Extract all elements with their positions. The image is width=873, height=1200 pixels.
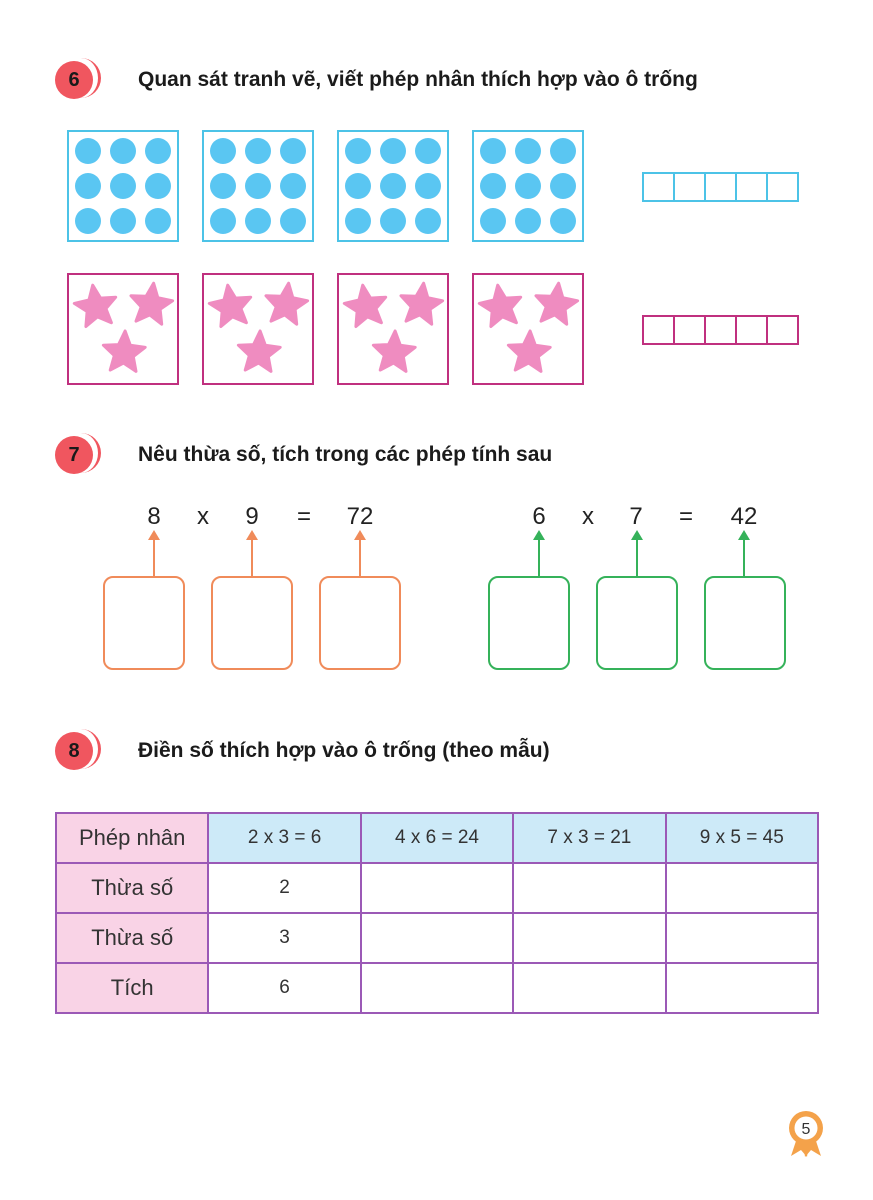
arrow-up-icon: [148, 530, 160, 540]
dot-group-box: [202, 130, 314, 242]
dot-answer-boxes[interactable]: [642, 172, 799, 202]
star-icon: [131, 283, 173, 324]
dot: [245, 173, 271, 199]
dot: [75, 173, 101, 199]
table-cell: 2: [208, 863, 360, 913]
equals-sign: =: [678, 503, 693, 530]
dot: [550, 138, 576, 164]
section-number-badge: 7: [55, 436, 93, 474]
dot: [145, 208, 171, 234]
star-group-icon: [339, 275, 447, 383]
answer-cell[interactable]: [673, 315, 706, 345]
star-icon: [74, 285, 115, 326]
rosette-icon: [783, 1108, 829, 1158]
column-header: 9 x 5 = 45: [666, 813, 818, 863]
section-6-header: [55, 61, 698, 99]
dot: [345, 138, 371, 164]
table-cell[interactable]: [666, 913, 818, 963]
times-sign: x: [582, 503, 594, 530]
arrow-line: [359, 540, 361, 576]
table-cell[interactable]: [666, 863, 818, 913]
dot: [280, 138, 306, 164]
table-cell[interactable]: [361, 913, 513, 963]
dot: [210, 208, 236, 234]
star-icon: [479, 285, 520, 326]
star-group-box: [67, 273, 179, 385]
dot: [280, 173, 306, 199]
row-header: Phép nhân: [56, 813, 208, 863]
dot: [480, 173, 506, 199]
column-header: 7 x 3 = 21: [513, 813, 665, 863]
dot: [245, 208, 271, 234]
star-icon: [373, 331, 415, 371]
factor-b: 9: [245, 503, 259, 530]
answer-cell[interactable]: [735, 172, 768, 202]
arrow-line: [743, 540, 745, 576]
star-group-icon: [204, 275, 312, 383]
arrow-line: [636, 540, 638, 576]
answer-cell[interactable]: [642, 172, 675, 202]
section-7-header: [55, 436, 552, 474]
arrow-up-icon: [354, 530, 366, 540]
dot: [75, 138, 101, 164]
section-title: Điền số thích hợp vào ô trống (theo mẫu): [138, 739, 550, 762]
dot-group-icon: [339, 132, 447, 240]
dot-group-icon: [69, 132, 177, 240]
product: 72: [346, 503, 374, 530]
star-group-icon: [474, 275, 582, 383]
dot: [110, 173, 136, 199]
table-header-row: [56, 813, 818, 863]
table-row: [56, 913, 818, 963]
section-title: Quan sát tranh vẽ, viết phép nhân thích hợp vào ô trống: [138, 68, 698, 91]
dot: [110, 208, 136, 234]
arrow-up-icon: [533, 530, 545, 540]
star-group-box: [202, 273, 314, 385]
dot: [515, 138, 541, 164]
answer-box[interactable]: [596, 576, 678, 670]
factor-b: 7: [629, 503, 643, 530]
dot: [210, 138, 236, 164]
dot: [145, 173, 171, 199]
dot-group-icon: [204, 132, 312, 240]
arrow-up-icon: [738, 530, 750, 540]
arrow-line: [538, 540, 540, 576]
dot: [145, 138, 171, 164]
star-group-icon: [69, 275, 177, 383]
table-cell: 3: [208, 913, 360, 963]
answer-box[interactable]: [319, 576, 401, 670]
answer-cell[interactable]: [642, 315, 675, 345]
section-title: Nêu thừa số, tích trong các phép tính sau: [138, 443, 553, 466]
dot: [515, 173, 541, 199]
answer-box[interactable]: [488, 576, 570, 670]
dot-group-box: [472, 130, 584, 242]
dot: [380, 138, 406, 164]
answer-cell[interactable]: [766, 172, 799, 202]
dot-group-icon: [474, 132, 582, 240]
dot: [110, 138, 136, 164]
table-cell[interactable]: [513, 863, 665, 913]
dot: [550, 173, 576, 199]
section-number-badge: 8: [55, 732, 93, 770]
arrow-line: [251, 540, 253, 576]
multiplication-table: [55, 812, 819, 1014]
dot: [380, 208, 406, 234]
factor-a: 6: [532, 503, 546, 530]
star-group-box: [472, 273, 584, 385]
times-sign: x: [197, 503, 209, 530]
answer-box[interactable]: [103, 576, 185, 670]
factor-a: 8: [147, 503, 161, 530]
star-group-box: [337, 273, 449, 385]
star-icon: [401, 283, 443, 324]
dot: [415, 208, 441, 234]
row-header: Thừa số: [56, 913, 208, 963]
answer-cell[interactable]: [735, 315, 768, 345]
dot: [245, 138, 271, 164]
star-icon: [536, 283, 578, 324]
answer-cell[interactable]: [673, 172, 706, 202]
product: 42: [730, 503, 758, 530]
dot: [515, 208, 541, 234]
column-header: 4 x 6 = 24: [361, 813, 513, 863]
star-answer-boxes[interactable]: [642, 315, 799, 345]
column-header: 2 x 3 = 6: [208, 813, 360, 863]
arrow-line: [153, 540, 155, 576]
dot: [345, 208, 371, 234]
table-cell[interactable]: [513, 913, 665, 963]
table-cell[interactable]: [361, 863, 513, 913]
dot: [280, 208, 306, 234]
star-icon: [238, 331, 280, 371]
star-icon: [344, 285, 385, 326]
answer-cell[interactable]: [766, 315, 799, 345]
table-cell[interactable]: [513, 963, 665, 1013]
dot: [345, 173, 371, 199]
star-icon: [266, 283, 308, 324]
answer-cell[interactable]: [704, 315, 737, 345]
section-8-header: [55, 732, 550, 770]
dot: [480, 208, 506, 234]
table-row: [56, 963, 818, 1013]
row-header: Thừa số: [56, 863, 208, 913]
dot-group-box: [67, 130, 179, 242]
dot: [210, 173, 236, 199]
dot-group-box: [337, 130, 449, 242]
dot: [550, 208, 576, 234]
dot: [480, 138, 506, 164]
table-cell[interactable]: [361, 963, 513, 1013]
dot: [415, 173, 441, 199]
section-number-badge: 6: [55, 61, 93, 99]
arrow-up-icon: [246, 530, 258, 540]
answer-cell[interactable]: [704, 172, 737, 202]
table-cell: 6: [208, 963, 360, 1013]
equals-sign: =: [296, 503, 311, 530]
star-icon: [508, 331, 550, 371]
answer-box[interactable]: [211, 576, 293, 670]
page-number-badge: [783, 1108, 829, 1158]
star-icon: [103, 331, 145, 371]
table-cell[interactable]: [666, 963, 818, 1013]
row-header: Tích: [56, 963, 208, 1013]
dot: [75, 208, 101, 234]
arrow-up-icon: [631, 530, 643, 540]
star-icon: [209, 285, 250, 326]
answer-box[interactable]: [704, 576, 786, 670]
dot: [380, 173, 406, 199]
table-row: [56, 863, 818, 913]
dot: [415, 138, 441, 164]
page-number: 5: [801, 1121, 811, 1138]
